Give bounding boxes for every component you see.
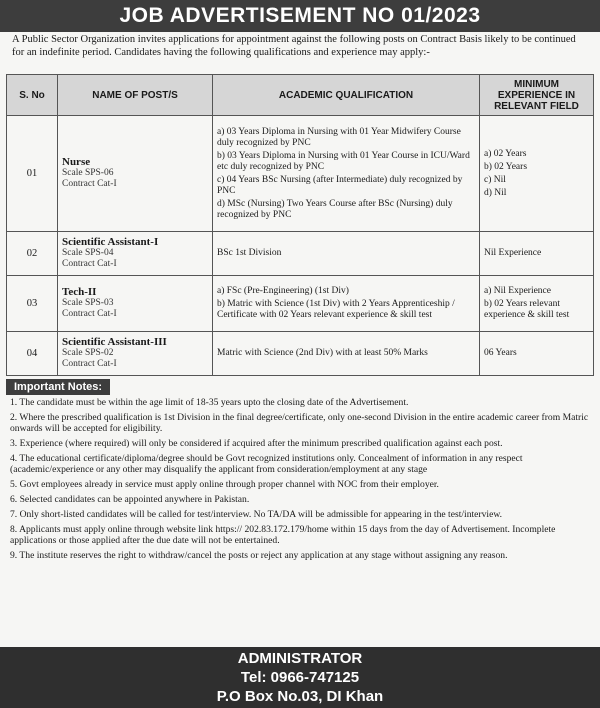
qualification-item: Matric with Science (2nd Div) with at least 50% Marks xyxy=(217,348,428,358)
note-item: 5. Govt employees already in service must apply online through proper channel with NOC from their employer. xyxy=(10,479,439,490)
experience-item: c) Nil xyxy=(484,174,506,185)
table-row xyxy=(7,232,594,276)
qualification-item: a) FSc (Pre-Engineering) (1st Div) xyxy=(217,286,349,296)
footer-address: P.O Box No.03, DI Khan xyxy=(216,688,384,705)
posts-table xyxy=(6,74,594,376)
qualification-item: a) 03 Years Diploma in Nursing with 01 Year Midwifery Course duly recognized by PNC xyxy=(217,126,461,148)
notes-title: Important Notes: xyxy=(6,379,110,395)
note-item: 9. The institute reserves the right to withdraw/cancel the posts or reject any application at any stage without assigning any reason. xyxy=(10,550,508,561)
experience-item: 06 Years xyxy=(484,348,517,358)
table-row xyxy=(7,276,594,332)
post-name: Scientific Assistant-I xyxy=(62,236,159,248)
post-name: Scientific Assistant-III xyxy=(62,336,167,348)
row-qualification xyxy=(213,332,480,376)
post-contract: Contract Cat-I xyxy=(62,309,117,319)
experience-item: Nil Experience xyxy=(484,248,542,258)
row-sno: 04 xyxy=(7,332,58,376)
experience-item: b) 02 Years relevant experience & skill test xyxy=(484,299,570,320)
experience-item: d) Nil xyxy=(484,187,507,198)
row-sno: 02 xyxy=(7,232,58,276)
note-item: 2. Where the prescribed qualification is 1st Division in the final degree/certificate, only one-second Division in the entire academic career from Matric onwards will be accepted for eligibility. xyxy=(10,412,589,434)
row-experience xyxy=(480,276,594,332)
qualification-item: b) Matric with Science (1st Div) with 2 Years Apprenticeship / Certificate with 02 Years relevant experience & skill test xyxy=(217,299,455,320)
note-item: 7. Only short-listed candidates will be called for test/interview. No TA/DA will be admissible for appearing in the test/interview. xyxy=(10,509,503,520)
row-qualification xyxy=(213,232,480,276)
row-experience xyxy=(480,232,594,276)
row-qualification xyxy=(213,276,480,332)
post-contract: Contract Cat-I xyxy=(62,179,117,189)
header-experience: MINIMUM EXPERIENCE IN RELEVANT FIELD xyxy=(480,75,594,116)
qualification-item: b) 03 Years Diploma in Nursing with 01 Year Course in ICU/Ward etc duly recognized by PNC xyxy=(217,150,470,172)
row-post xyxy=(58,116,213,232)
experience-item: a) 02 Years xyxy=(484,148,527,159)
footer-administrator: ADMINISTRATOR xyxy=(237,650,363,667)
table-row xyxy=(7,332,594,376)
table-row xyxy=(7,116,594,232)
experience-item: a) Nil Experience xyxy=(484,286,551,296)
qualification-item: BSc 1st Division xyxy=(217,248,282,258)
qualification-item: d) MSc (Nursing) Two Years Course after BSc (Nursing) duly recognized by PNC xyxy=(217,198,453,220)
post-scale: Scale SPS-02 xyxy=(62,348,114,358)
note-item: 3. Experience (where required) will only be considered if acquired after the minimum prescribed qualification against each post. xyxy=(10,438,503,449)
row-experience xyxy=(480,116,594,232)
row-post xyxy=(58,276,213,332)
row-sno: 01 xyxy=(7,116,58,232)
post-contract: Contract Cat-I xyxy=(62,259,117,269)
header-post: NAME OF POST/S xyxy=(58,75,213,116)
ad-title: JOB ADVERTISEMENT NO 01/2023 xyxy=(0,0,600,32)
note-item: 8. Applicants must apply online through website link https:// 202.83.172.179/home within 15 days from the day of Advertisement. Incomplete applications or those applied after the due date will not be entertained. xyxy=(10,524,556,546)
intro-text: A Public Sector Organization invites applications for appointment against the following posts on Contract Basis likely to be continued for an indefinite period. Candidates having the following qualifications and experience may apply:- xyxy=(12,34,576,58)
footer-phone: Tel: 0966-747125 xyxy=(240,669,360,686)
post-contract: Contract Cat-I xyxy=(62,359,117,369)
header-qualification: ACADEMIC QUALIFICATION xyxy=(213,75,480,116)
post-scale: Scale SPS-04 xyxy=(62,248,114,258)
post-name: Tech-II xyxy=(62,286,97,298)
row-post xyxy=(58,232,213,276)
row-experience xyxy=(480,332,594,376)
post-scale: Scale SPS-06 xyxy=(62,168,114,178)
row-qualification xyxy=(213,116,480,232)
row-sno: 03 xyxy=(7,276,58,332)
post-name: Nurse xyxy=(62,156,91,168)
qualification-item: c) 04 Years BSc Nursing (after Intermediate) duly recognized by PNC xyxy=(217,174,463,196)
header-sno: S. No xyxy=(7,75,58,116)
notes-list xyxy=(0,395,600,561)
note-item: 1. The candidate must be within the age limit of 18-35 years upto the closing date of the Advertisement. xyxy=(10,397,409,408)
post-scale: Scale SPS-03 xyxy=(62,298,114,308)
experience-item: b) 02 Years xyxy=(484,161,528,172)
row-post xyxy=(58,332,213,376)
note-item: 4. The educational certificate/diploma/degree should be Govt recognized institutions only. Concealment of information in any respect (academic/experience or any other may disqualify the applicant from consideration/employment at any stage xyxy=(10,453,523,475)
table-body xyxy=(7,116,594,376)
note-item: 6. Selected candidates can be appointed anywhere in Pakistan. xyxy=(10,494,250,505)
table-header-row xyxy=(7,75,594,116)
footer xyxy=(0,647,600,708)
